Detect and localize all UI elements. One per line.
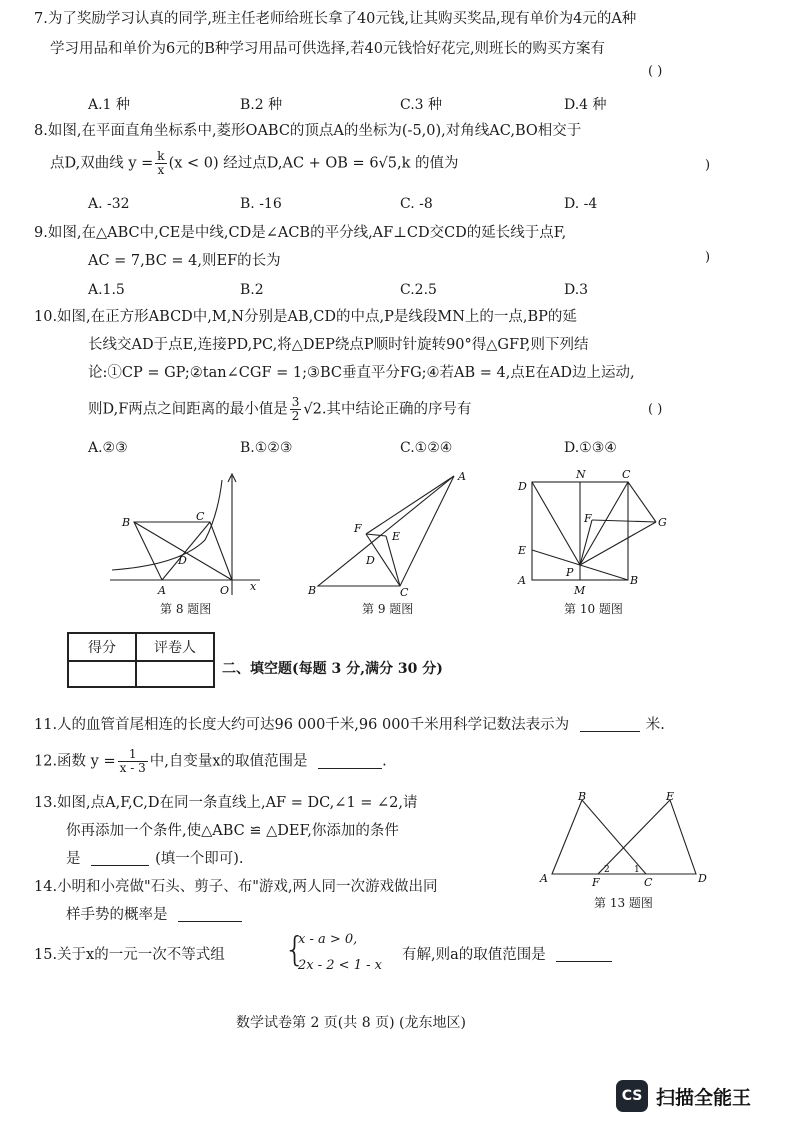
fig10-fg [592,520,656,522]
q15-ineq1: x - a > 0, [298,932,358,947]
fig13-label-a: A [540,872,548,885]
fig10-cg [628,482,656,522]
q9-line1: 9.如图,在△ABC中,CE是中线,CD是∠ACB的平分线,AF⊥CD交CD的延长线于点F, [34,225,567,241]
q7-line1: 7.为了奖励学习认真的同学,班主任老师给班长拿了40元钱,让其购买奖品,现有单价为4元的A种 [34,11,637,27]
q9-answer-paren: ) [705,250,711,265]
q7-line2: 学习用品和单价为6元的B种学习用品可供选择,若40元钱恰好花完,则班长的购买方案有 [50,41,606,57]
score-box-cell-score[interactable] [68,661,136,687]
q8-answer-paren: ) [705,158,711,173]
q9-option-b: B.2 [240,282,264,298]
score-box-header-score: 得分 [68,633,136,661]
fig13-caption: 第 13 题图 [594,896,653,910]
q8-option-a: A. -32 [88,196,130,212]
q10-option-a: A.②③ [88,440,128,456]
fig13-label-f: F [592,876,600,888]
q12-frac-denominator: x - 3 [119,761,146,775]
q15-text-b: 有解,则a的取值范围是 [402,947,546,963]
q13-line2: 你再添加一个条件,使△ABC ≌ △DEF,你添加的条件 [66,823,399,839]
q15-text-a: 15.关于x的一元一次不等式组 [34,947,225,963]
q10-line4-a: 则D,F两点之间距离的最小值是 [88,401,288,418]
q7-option-a: A.1 种 [88,97,130,113]
q10-frac-numerator: 3 [291,395,300,409]
fig10-label-c: C [622,470,631,481]
fig9-ef [366,534,386,536]
q8-line2-b: (x < 0) 经过点D,AC + OB = 6√5,k 的值为 [168,155,459,172]
fig10-label-b: B [630,574,639,587]
q10-frac-denominator: 2 [291,409,300,423]
camscanner-logo-icon: CS [616,1080,648,1112]
scanner-watermark [616,1080,751,1112]
q8-option-b: B. -16 [240,196,282,212]
q8-fraction [155,150,166,177]
fig8-diagonal-bo [134,522,232,580]
fig9-label-f: F [354,522,362,535]
fig13-label-angle1: 1 [634,865,640,875]
fig10-label-a: A [518,574,526,587]
q7-answer-paren: ( ) [648,64,663,79]
fig9-label-e: E [392,530,401,543]
q10-line3: 论:①CP = GP;②tan∠CGF = 1;③BC垂直平分FG;④若AB = 4,点E在AD边上运动, [88,365,635,381]
q14-line2-text: 样手势的概率是 [66,907,168,923]
q10-line1: 10.如图,在正方形ABCD中,M,N分别是AB,CD的中点,P是线段MN上的一点,BP的延 [34,309,577,325]
fig10-label-f: F [584,512,592,525]
fig8-label-b: B [122,516,131,529]
fig10-label-g: G [658,516,667,529]
q7-option-b: B.2 种 [240,97,283,113]
q10-option-b: B.①②③ [240,440,293,456]
q14-line1: 14.小明和小亮做"石头、剪子、布"游戏,两人同一次游戏做出同 [34,879,438,895]
fig8-label-o: O [220,584,230,597]
figure-8 [100,470,270,600]
fig13-label-d: D [698,872,707,885]
fig9-label-c: C [400,586,409,599]
q14-line2 [66,906,242,924]
figure-9 [306,466,476,600]
score-box [67,632,215,688]
fig10-caption: 第 10 题图 [564,602,623,616]
q9-line2: AC = 7,BC = 4,则EF的长为 [88,253,281,269]
fig13-triangle-abc [552,800,646,874]
figure-13 [536,788,716,888]
fig9-label-d: D [366,554,375,567]
fig8-label-d: D [178,554,187,567]
q11-text: 11.人的血管首尾相连的长度大约可达96 000千米,96 000千米用科学记数法表示为 [34,717,570,733]
q8-frac-numerator: k [157,149,165,163]
fig8-caption: 第 8 题图 [160,602,212,616]
q11-answer-blank[interactable] [580,717,640,732]
q12-line [34,748,387,775]
q12-frac-numerator: 1 [118,748,148,762]
q12-answer-blank[interactable] [318,754,382,769]
q9-option-d: D.3 [564,282,589,298]
q9-option-a: A.1.5 [88,282,125,298]
q12-text-b: 中,自变量x的取值范围是 [149,753,308,770]
fig9-af [366,476,454,534]
fig8-label-c: C [196,510,205,523]
fig10-label-n: N [576,470,586,481]
score-box-cell-grader[interactable] [136,661,214,687]
fig10-pf [580,520,592,565]
q10-fraction [290,396,302,423]
q13-line3-b: (填一个即可). [155,851,244,867]
figure-10 [514,470,674,600]
fig10-label-m: M [574,584,586,597]
q8-frac-denominator: x [157,163,165,177]
fig13-label-c: C [644,876,653,888]
q8-line2 [50,150,459,177]
fig9-median-ce [386,536,400,586]
q7-option-c: C.3 种 [400,97,443,113]
fig8-label-a: A [158,584,166,597]
section2-title: 二、填空题(每题 3 分,满分 30 分) [222,661,443,677]
q10-answer-paren: ( ) [648,402,663,417]
page-footer: 数学试卷第 2 页(共 8 页) (龙东地区) [236,1015,466,1031]
fig9-caption: 第 9 题图 [362,602,414,616]
q15-answer-blank[interactable] [556,947,612,962]
q15-ineq2: 2x - 2 < 1 - x [298,958,382,973]
q12-end: . [382,753,387,770]
q8-line2-a: 点D,双曲线 y = [50,155,154,172]
q15-brace: { [284,930,306,970]
q12-fraction [118,748,148,775]
q10-line4 [88,396,472,423]
q8-option-c: C. -8 [400,196,433,212]
q11-unit: 米. [645,717,665,733]
watermark-text: 扫描全能王 [656,1086,752,1109]
q12-text-a: 12.函数 y = [34,753,116,770]
fig10-label-d: D [518,480,527,493]
q13-line3-a: 是 [66,851,81,867]
q7-option-d: D.4 种 [564,97,607,113]
q13-answer-blank[interactable] [91,851,149,866]
fig8-label-x: x [250,580,257,593]
q9-option-c: C.2.5 [400,282,437,298]
fig9-label-a: A [458,470,466,483]
fig13-label-b: B [578,790,587,803]
fig10-label-e: E [518,544,527,557]
fig13-label-angle2: 2 [604,865,610,875]
fig10-label-p: P [566,566,574,579]
fig9-label-b: B [308,584,317,597]
q10-option-d: D.①③④ [564,440,617,456]
score-box-header-grader: 评卷人 [136,633,214,661]
q10-line4-b: √2.其中结论正确的序号有 [303,401,472,418]
fig13-triangle-def [598,800,696,874]
q10-line2: 长线交AD于点E,连接PD,PC,将△DEP绕点P顺时针旋转90°得△GFP,则下列结 [88,337,589,353]
q8-line1: 8.如图,在平面直角坐标系中,菱形OABC的顶点A的坐标为(-5,0),对角线AC,BO相交于 [34,123,582,139]
q13-line3 [66,850,244,868]
q8-option-d: D. -4 [564,196,598,212]
q10-option-c: C.①②④ [400,440,453,456]
q11-line [34,716,665,734]
fig8-diagonal-ac [162,522,210,580]
q15-line-b [402,946,612,964]
q14-answer-blank[interactable] [178,907,242,922]
fig9-triangle-abc [318,476,454,586]
q13-line1: 13.如图,点A,F,C,D在同一条直线上,AF = DC,∠1 = ∠2,请 [34,795,418,811]
fig13-label-e: E [666,790,675,803]
fig10-pg [580,522,656,565]
